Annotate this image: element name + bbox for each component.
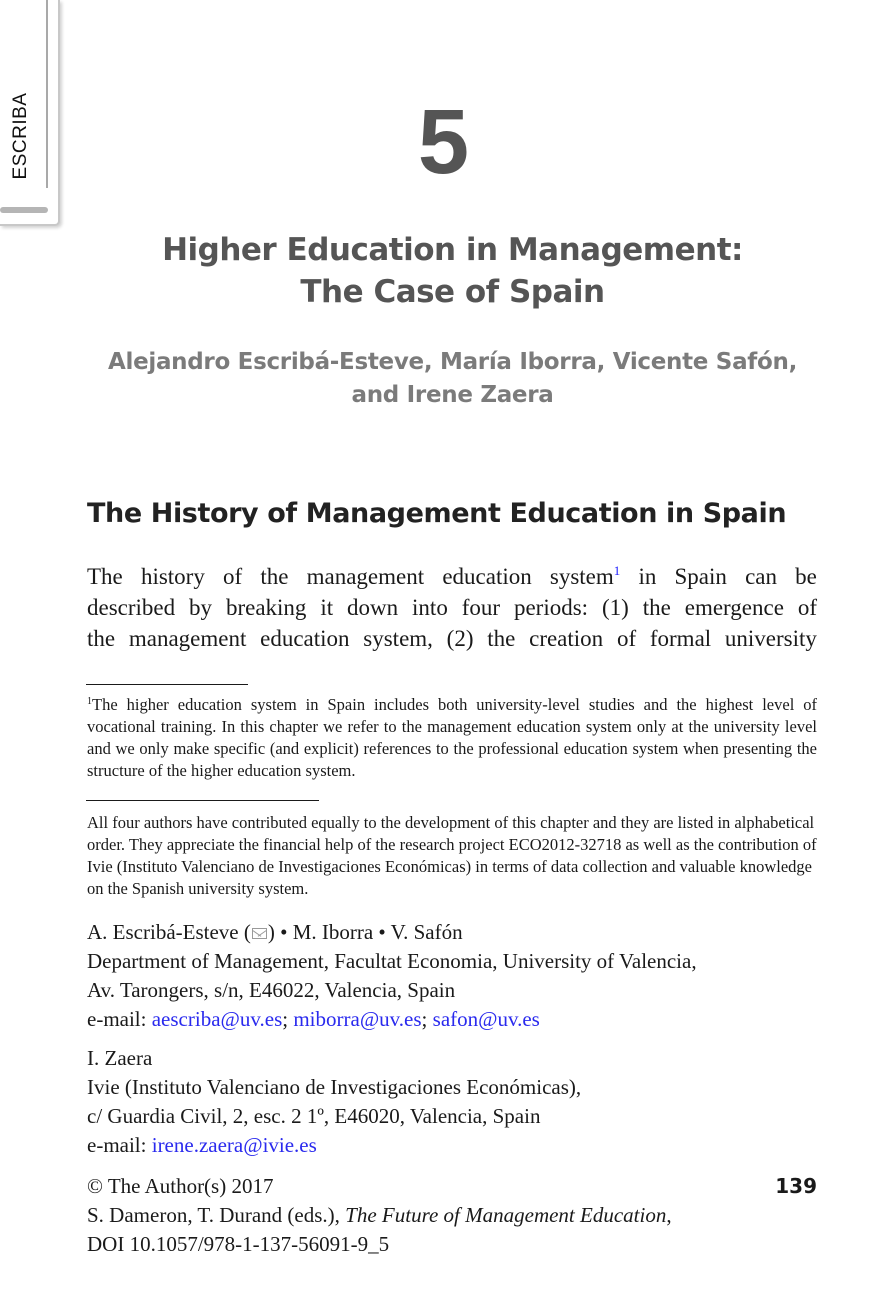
body-word: of — [616, 626, 637, 651]
email-label: e-mail: — [87, 1007, 152, 1031]
body-word: into — [412, 595, 448, 620]
body-word: the — [487, 626, 516, 651]
email-separator: ; — [421, 1007, 433, 1031]
footnote-marker: 1 — [87, 696, 92, 707]
email-link[interactable]: aescriba@uv.es — [151, 1007, 283, 1031]
body-word: breaking — [225, 595, 307, 620]
body-word: four — [461, 595, 501, 620]
chapter-authors — [60, 346, 845, 412]
authors-line: and Irene Zaera — [351, 382, 554, 408]
body-word: of — [223, 564, 243, 589]
email-link[interactable]: irene.zaera@ivie.es — [151, 1133, 317, 1157]
body-word: (1) — [601, 595, 629, 620]
publication-info — [87, 1172, 767, 1259]
body-word: Spain — [674, 564, 727, 589]
footnote — [87, 694, 817, 782]
body-line — [87, 561, 817, 592]
email-separator: ; — [282, 1007, 294, 1031]
body-paragraph — [87, 561, 817, 654]
affiliation-block-2 — [87, 1044, 827, 1160]
author-names-line — [87, 918, 827, 947]
body-line — [87, 592, 817, 623]
footnote-text: The higher education system in Spain includes both university-level studies and the highest level of vocational training. In this chapter we refer to the management education system only at the university level and we only make specific (and explicit) references to the professional education system when presenting the structure of the higher education system. — [87, 695, 817, 780]
email-line — [87, 1131, 827, 1160]
chapter-title-line: The Case of Spain — [300, 274, 605, 310]
body-word: the — [642, 595, 671, 620]
body-word: education — [442, 564, 532, 589]
book-editors: S. Dameron, T. Durand (eds.), — [87, 1203, 346, 1227]
body-line — [87, 623, 817, 654]
body-word: the — [87, 626, 116, 651]
other-authors: • M. Iborra • V. Safón — [274, 920, 463, 944]
body-word: history — [140, 564, 205, 589]
authors-line: Alejandro Escribá-Esteve, María Iborra, Vicente Safón, — [107, 349, 798, 375]
affiliation-line: Ivie (Instituto Valenciano de Investigaciones Económicas), — [87, 1075, 582, 1099]
envelope-icon — [252, 928, 267, 939]
email-line — [87, 1005, 827, 1034]
acknowledgment-rule — [86, 800, 319, 801]
page-number: 139 — [775, 1174, 817, 1198]
doi: DOI 10.1057/978-1-137-56091-9_5 — [87, 1232, 390, 1256]
copyright: © The Author(s) 2017 — [87, 1174, 274, 1198]
side-tab-label: ESCRIBA — [10, 92, 31, 180]
body-word: periods: — [513, 595, 589, 620]
body-word: by — [189, 595, 213, 620]
body-word: management — [306, 564, 425, 589]
body-word: of — [797, 595, 817, 620]
body-word: (2) — [446, 626, 474, 651]
body-word: university — [724, 626, 817, 651]
body-word: the — [260, 564, 289, 589]
email-link[interactable]: miborra@uv.es — [293, 1007, 422, 1031]
side-tab-bar — [0, 207, 48, 213]
body-word: education — [260, 626, 350, 651]
book-title: The Future of Management Education — [345, 1203, 667, 1227]
acknowledgment: All four authors have contributed equally to the development of this chapter and they are listed in alphabetical order. They appreciate the financial help of the research project ECO2012-32718 as well as the contribution of Ivie (Instituto Valenciano de Investigaciones Económicas) in terms of data collection and valuable knowledge on the Spanish university system. — [87, 813, 817, 898]
body-word: management — [128, 626, 247, 651]
chapter-title-line: Higher Education in Management: — [162, 232, 743, 268]
body-word: system1 — [549, 563, 621, 589]
paren-close: ) — [267, 920, 275, 944]
affiliation-line: Av. Tarongers, s/n, E46022, Valencia, Spain — [87, 978, 456, 1002]
body-word: system, — [363, 626, 433, 651]
body-word: described — [87, 595, 176, 620]
email-label: e-mail: — [87, 1133, 152, 1157]
body-word: emergence — [684, 595, 784, 620]
affiliation-line: Department of Management, Facultat Economia, University of Valencia, — [87, 949, 697, 973]
body-word: it — [320, 595, 334, 620]
body-word: formal — [649, 626, 712, 651]
chapter-number: 5 — [417, 91, 470, 193]
email-link[interactable]: safon@uv.es — [432, 1007, 540, 1031]
affiliation-block-1 — [87, 918, 827, 1034]
footnote-rule — [86, 684, 248, 685]
body-word: The — [87, 564, 123, 589]
body-word: be — [795, 564, 817, 589]
book-suffix: , — [666, 1203, 672, 1227]
affiliation-line: c/ Guardia Civil, 2, esc. 2 1º, E46020, Valencia, Spain — [87, 1104, 541, 1128]
body-word: down — [347, 595, 399, 620]
corresponding-author: A. Escribá-Esteve ( — [87, 920, 251, 944]
body-word: in — [638, 564, 657, 589]
book-citation — [87, 1201, 767, 1230]
chapter-title — [60, 229, 845, 313]
author-name: I. Zaera — [87, 1046, 153, 1070]
body-word: can — [745, 564, 777, 589]
section-heading: The History of Management Education in Spain — [87, 498, 787, 529]
body-word: creation — [529, 626, 604, 651]
